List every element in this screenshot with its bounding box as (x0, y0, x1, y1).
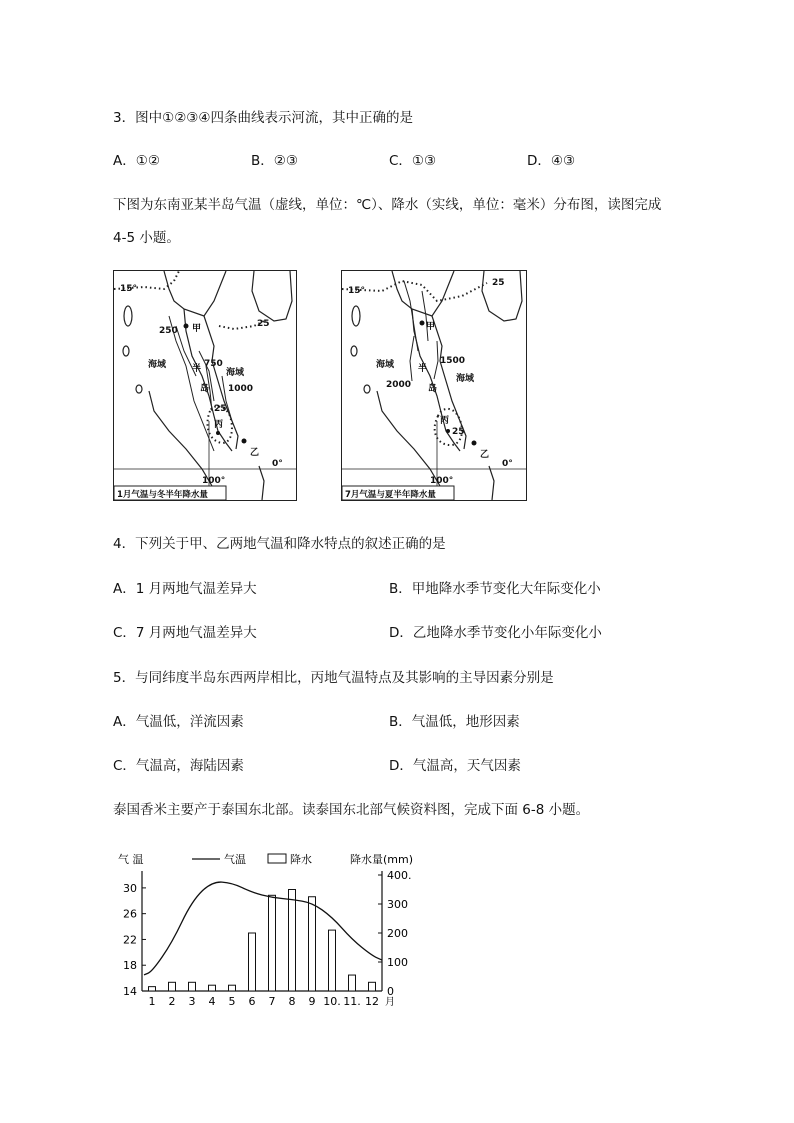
precip-bar (269, 895, 276, 991)
q4-option-d: D．乙地降水季节变化小年际变化小 (389, 625, 602, 641)
map-january (113, 270, 297, 501)
precip-bar (309, 897, 316, 991)
isohyet-1500-label: 1500 (440, 356, 466, 366)
month-label: 6 (248, 995, 256, 1008)
x-unit-label: 月 (385, 997, 395, 1008)
month-label: 9 (308, 995, 316, 1008)
sea-east-label: 海域 (226, 368, 245, 378)
temperature-tick-label: 14 (123, 985, 137, 998)
map-caption: 7月气温与夏半年降水量 (345, 490, 436, 500)
intro-6-8: 泰国香米主要产于泰国东北部。读泰国东北部气候资料图，完成下面 6-8 小题。 (113, 802, 590, 818)
month-label: 4 (208, 995, 216, 1008)
isohyet-2000-label: 2000 (386, 380, 412, 390)
month-label: 11. (343, 995, 361, 1008)
sea-west-label: 海域 (376, 360, 395, 370)
temperature-tick-label: 26 (123, 907, 137, 921)
lat-15-label: 15° (120, 284, 138, 294)
q4-option-a: A．1 月两地气温差异大 (113, 581, 257, 597)
precip-bar (169, 982, 176, 991)
ban-label: 半 (192, 364, 202, 374)
precip-bar (189, 982, 196, 991)
month-label: 5 (228, 995, 236, 1008)
precip-tick-label: 400. (387, 869, 412, 882)
place-bing-label: 丙 (440, 416, 450, 426)
precip-bar (149, 987, 156, 991)
isohyet-1000-label: 1000 (228, 384, 254, 394)
isotherm-25a-label: 25 (492, 278, 505, 288)
map-january-figure (114, 271, 296, 500)
sea-east-label: 海域 (456, 374, 475, 384)
place-yi-label: 乙 (250, 448, 260, 458)
place-jia-label: 甲 (192, 324, 202, 334)
dao-label: 岛 (428, 384, 438, 394)
precip-bar (349, 975, 356, 991)
month-label: 7 (268, 995, 276, 1008)
month-label: 2 (168, 995, 176, 1008)
map-july-figure (342, 271, 526, 500)
q5-option-a: A．气温低，洋流因素 (113, 714, 244, 730)
intro-4-5-line2: 4-5 小题。 (113, 230, 180, 246)
month-label: 3 (188, 995, 196, 1008)
temperature-axis-title: 气 温 (118, 853, 144, 866)
q4-stem: 4．下列关于甲、乙两地气温和降水特点的叙述正确的是 (113, 536, 446, 552)
q4-option-b: B．甲地降水季节变化大年际变化小 (389, 581, 601, 597)
q5-option-d: D．气温高，天气因素 (389, 758, 521, 774)
sea-west-label: 海域 (148, 360, 167, 370)
precip-bar (229, 985, 236, 991)
precip-axis-title: 降水量(mm) (350, 853, 414, 866)
q3-option-a: A．①② (113, 153, 160, 169)
q5-stem: 5．与同纬度半岛东西两岸相比，丙地气温特点及其影响的主导因素分别是 (113, 670, 554, 686)
temperature-line (144, 882, 382, 975)
precip-bar (209, 985, 216, 991)
temperature-tick-label: 30 (123, 881, 137, 895)
q3-stem: 3．图中①②③④四条曲线表示河流，其中正确的是 (113, 110, 413, 126)
isotherm-25b-label: 25 (214, 404, 227, 414)
climate-chart-svg (110, 845, 420, 1015)
isohyet-250-label: 250 (159, 326, 178, 336)
map-caption: 1月气温与冬半年降水量 (117, 490, 208, 500)
q3-option-d: D．④③ (527, 153, 576, 169)
q5-option-c: C．气温高，海陆因素 (113, 758, 244, 774)
precip-tick-label: 0 (387, 985, 394, 998)
month-label: 12 (365, 995, 379, 1008)
place-jia-label: 甲 (426, 322, 436, 332)
precip-tick-label: 200 (387, 927, 408, 940)
legend-bar-swatch (268, 854, 286, 863)
q4-option-c: C．7 月两地气温差异大 (113, 625, 257, 641)
temperature-tick-label: 22 (123, 933, 137, 947)
lon-100-label: 100° (202, 476, 226, 486)
precip-bar (369, 982, 376, 991)
temperature-tick-label: 18 (123, 959, 137, 973)
lat-15-label: 15° (348, 286, 366, 296)
isohyet-750-label: 750 (204, 359, 223, 369)
ban-label: 半 (418, 364, 428, 374)
place-bing-label: 丙 (214, 420, 224, 430)
lat-0-label: 0° (502, 459, 513, 469)
coastline (164, 271, 226, 316)
map-july (341, 270, 527, 501)
legend-bar-label: 降水 (290, 853, 312, 866)
isotherm-25b-label: 25 (452, 427, 465, 437)
month-label: 1 (148, 995, 156, 1008)
lat-0-label: 0° (272, 459, 283, 469)
month-label: 8 (288, 995, 296, 1008)
intro-4-5-line1: 下图为东南亚某半岛气温（虚线，单位：℃）、降水（实线，单位：毫米）分布图，读图完成 (113, 197, 662, 213)
q5-option-b: B．气温低，地形因素 (389, 714, 520, 730)
q3-option-b: B．②③ (251, 153, 298, 169)
q3-option-c: C．①③ (389, 153, 437, 169)
month-label: 10. (323, 995, 341, 1008)
coastline (392, 271, 454, 316)
dao-label: 岛 (200, 384, 210, 394)
precip-tick-label: 100 (387, 956, 408, 969)
climate-chart (110, 845, 420, 1015)
isotherm-25a-label: 25 (257, 319, 270, 329)
precip-tick-label: 300 (387, 898, 408, 911)
lon-100-label: 100° (430, 476, 454, 486)
precip-bar (249, 933, 256, 991)
place-yi-label: 乙 (480, 450, 490, 460)
legend-line-label: 气温 (224, 853, 246, 866)
precip-bar (329, 930, 336, 991)
precip-bar (289, 890, 296, 992)
